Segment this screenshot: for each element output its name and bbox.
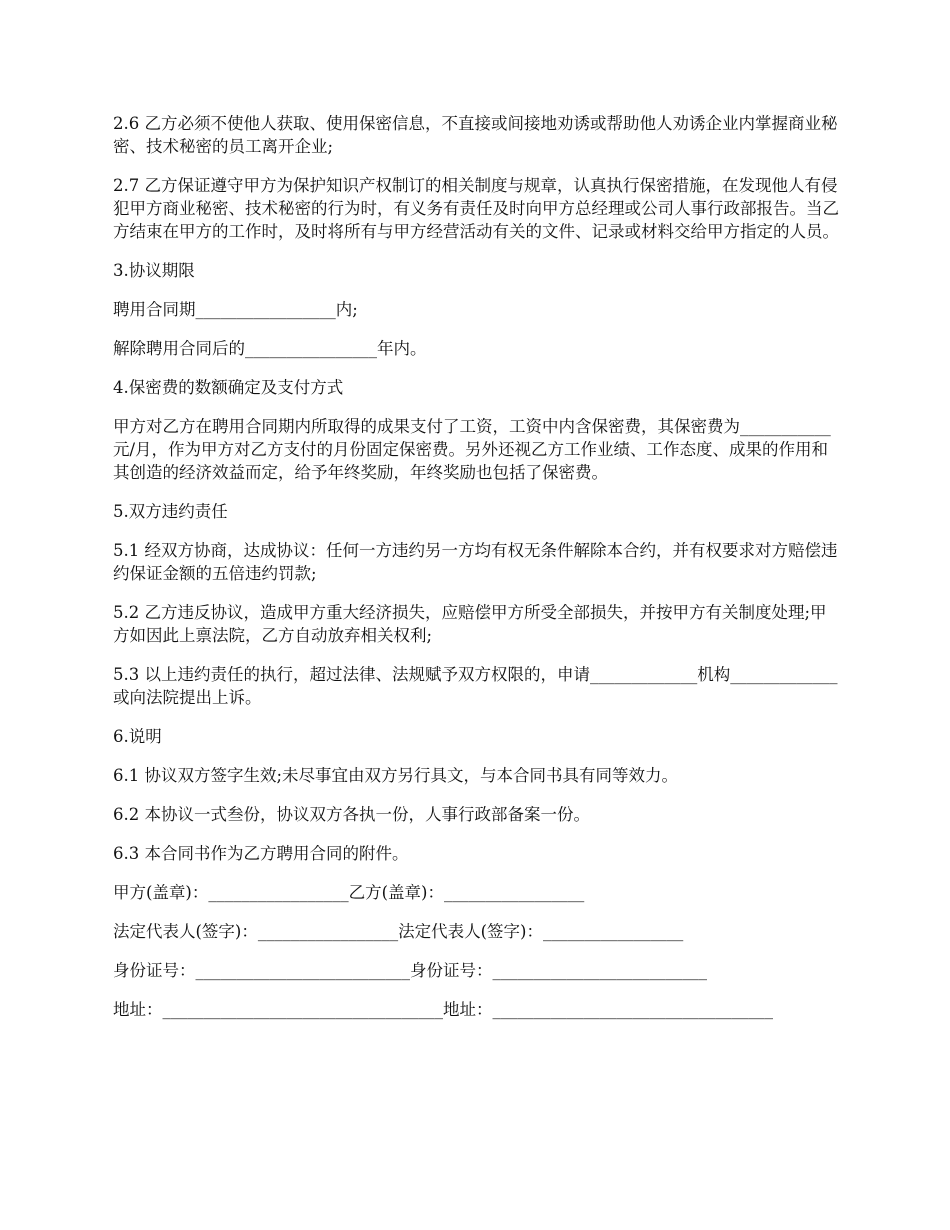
confidentiality-fee-paragraph: 甲方对乙方在聘用合同期内所取得的成果支付了工资，工资中内含保密费，其保密费为___________元/月，作为甲方对乙方支付的月份固定保密费。另外还视乙方工作业绩、工作态度、成果的作用和其创造的经济效益而定，给予年终奖励，年终奖励也包括了保密费。 — [113, 417, 831, 482]
clause-2-6: 2.6 乙方必须不使他人获取、使用保密信息，不直接或间接地劝诱或帮助他人劝诱企业内掌握商业秘密、技术秘密的员工离开企业; — [113, 114, 838, 156]
clause-2-7: 2.7 乙方保证遵守甲方为保护知识产权制订的相关制度与规章，认真执行保密措施，在发现他人有侵犯甲方商业秘密、技术秘密的行为时，有义务有责任及时向甲方总经理或公司人事行政部报告。当乙方结束在甲方的工作时，及时将所有与甲方经营活动有关的文件、记录或材料交给甲方指定的人员。 — [113, 176, 839, 241]
signature-seal-line: 甲方(盖章)：_________________乙方(盖章)：_________________ — [113, 883, 585, 902]
clause-6-2: 6.2 本协议一式叁份，协议双方各执一份，人事行政部备案一份。 — [113, 805, 590, 824]
section-heading-4: 4.保密费的数额确定及支付方式 — [113, 378, 344, 397]
signature-id-number-line: 身份证号：__________________________身份证号：__________________________ — [113, 961, 707, 980]
clause-5-2: 5.2 乙方违反协议，造成甲方重大经济损失，应赔偿甲方所受全部损失，并按甲方有关制度处理;甲方如因此上禀法院，乙方自动放弃相关权利; — [113, 603, 827, 645]
employment-term-line: 聘用合同期_________________内; — [113, 300, 358, 319]
section-heading-3: 3.协议期限 — [113, 261, 195, 280]
clause-6-1: 6.1 协议双方签字生效;未尽事宜由双方另行具文，与本合同书具有同等效力。 — [113, 766, 679, 785]
clause-5-1: 5.1 经双方协商，达成协议：任何一方违约另一方均有权无条件解除本合约，并有权要求对方赔偿违约保证金额的五倍违约罚款; — [113, 541, 838, 583]
post-termination-term-line: 解除聘用合同后的________________年内。 — [113, 339, 427, 358]
signature-representative-line: 法定代表人(签字)：_________________法定代表人(签字)：_________________ — [113, 922, 684, 941]
signature-address-line: 地址：__________________________________地址：__________________________________ — [113, 1000, 773, 1019]
section-heading-6: 6.说明 — [113, 727, 162, 746]
section-heading-5: 5.双方违约责任 — [113, 502, 228, 521]
clause-5-3: 5.3 以上违约责任的执行，超过法律、法规赋予双方权限的，申请_____________机构_____________或向法院提出上诉。 — [113, 665, 838, 707]
clause-6-3: 6.3 本合同书作为乙方聘用合同的附件。 — [113, 844, 409, 863]
